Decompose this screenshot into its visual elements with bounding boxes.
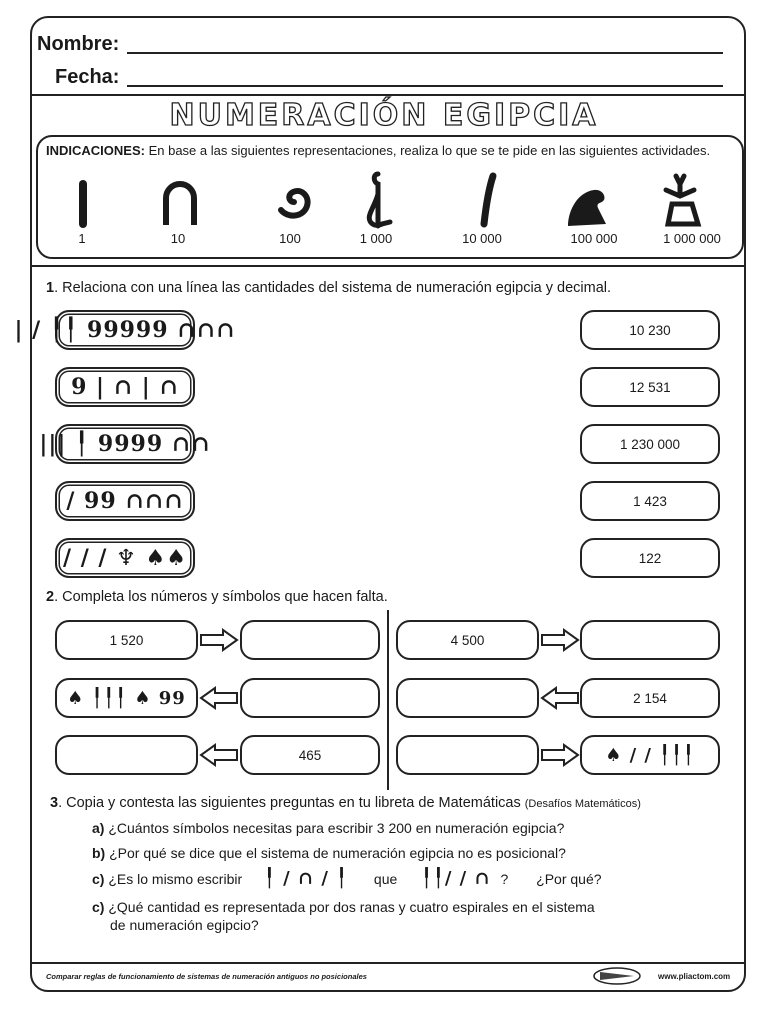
instructions-divider — [30, 265, 746, 267]
date-field[interactable] — [127, 85, 723, 87]
header-divider — [30, 94, 746, 96]
symbol-value-1000: 1 000 — [359, 231, 393, 246]
symbol-value-1000000: 1 000 000 — [663, 231, 721, 246]
q2-right-3-a[interactable] — [396, 735, 539, 775]
q1-prompt: 1. Relaciona con una línea las cantidades del sistema de numeración egipcia y decimal. — [46, 280, 612, 296]
name-label: Nombre: — [37, 33, 120, 55]
arrow-right-icon — [199, 628, 239, 652]
arrow-left-icon — [199, 743, 239, 767]
finger-icon — [484, 176, 493, 224]
footer-left: Comparar reglas de funcionamiento de sistemas de numeración antiguos no posicionales — [46, 972, 367, 981]
q2-divider — [387, 610, 389, 790]
instructions-text — [46, 143, 716, 159]
q3-glyphs-2: ╿╿/ / ∩ — [421, 868, 491, 889]
arrow-right-icon — [540, 628, 580, 652]
coil-rope-icon — [281, 191, 308, 216]
q3-item-c: c) ¿Es lo mismo escribir ╿ / ∩ / ╿ que ╿╿/ / ∩ ? ¿Por qué? — [92, 868, 602, 889]
arrow-left-icon — [199, 686, 239, 710]
symbol-value-10: 10 — [170, 231, 186, 246]
q2-left-3-a[interactable] — [55, 735, 198, 775]
q1-right-5[interactable]: 122 — [580, 538, 720, 578]
q3-glyphs-1: ╿ / ∩ / ╿ — [264, 868, 349, 889]
q3-note: (Desafíos Matemáticos) — [524, 798, 641, 810]
page-title: NUMERACIÓN EGIPCIA — [169, 98, 599, 133]
q1-right-4[interactable]: 1 423 — [580, 481, 720, 521]
q2-right-2-b[interactable]: 2 154 — [580, 678, 720, 718]
q2-prompt: 2. Completa los números y símbolos que hacen falta. — [46, 589, 388, 605]
name-field[interactable] — [127, 52, 723, 54]
symbol-value-100: 100 — [279, 231, 301, 246]
q2-left-1-a[interactable]: 1 520 — [55, 620, 198, 660]
symbol-value-100000: 100 000 — [570, 231, 618, 246]
symbol-value-1: 1 — [78, 231, 86, 246]
date-label: Fecha: — [55, 66, 120, 88]
q3-item-c2: c) ¿Qué cantidad es representada por dos ranas y cuatro espirales en el sistema de numeración egipcio? — [92, 899, 595, 933]
q1-right-2[interactable]: 12 531 — [580, 367, 720, 407]
q2-left-2-a[interactable]: ♠ ╿╿╿ ♠ 99 — [55, 678, 198, 718]
symbols-row — [36, 170, 744, 232]
q1-left-3[interactable]: ||| ╿ 9999 ∩∩ — [55, 424, 195, 464]
q2-left-3-b[interactable]: 465 — [240, 735, 380, 775]
q2-right-1-b[interactable] — [580, 620, 720, 660]
q3-item-b: b) ¿Por qué se dice que el sistema de numeración egipcia no es posicional? — [92, 845, 566, 861]
instructions-label: INDICACIONES: — [46, 143, 145, 158]
footer-right[interactable]: www.pliactom.com — [658, 972, 731, 981]
heel-bone-icon — [166, 184, 194, 225]
kneeling-god-icon — [666, 176, 698, 224]
footer-divider — [30, 962, 746, 964]
stroke-icon — [79, 180, 87, 228]
q1-left-2[interactable]: 9 | ∩ | ∩ — [55, 367, 195, 407]
q1-right-1[interactable]: 10 230 — [580, 310, 720, 350]
frog-icon — [568, 190, 606, 226]
arrow-right-icon — [540, 743, 580, 767]
q3-prompt: 3. Copia y contesta las siguientes preguntas en tu libreta de Matemáticas (Desafíos Matemáticos) — [50, 795, 641, 811]
arrow-left-icon — [540, 686, 580, 710]
q1-left-1[interactable]: | / ╿╿ 99999 ∩∩∩ — [55, 310, 195, 350]
q2-right-2-a[interactable] — [396, 678, 539, 718]
q2-right-3-b[interactable]: ♠ / / ╿╿╿ — [580, 735, 720, 775]
lotus-icon — [369, 174, 390, 226]
q1-left-4[interactable]: / 99 ∩∩∩ — [55, 481, 195, 521]
q2-right-1-a[interactable]: 4 500 — [396, 620, 539, 660]
q2-left-2-b[interactable] — [240, 678, 380, 718]
q1-left-5[interactable]: / / / ♆ ♠♠ — [55, 538, 195, 578]
symbol-value-10000: 10 000 — [462, 231, 502, 246]
instructions-body: En base a las siguientes representaciones, realiza lo que se te pide en las siguientes actividades. — [148, 143, 711, 158]
q3-item-a: a) ¿Cuántos símbolos necesitas para escribir 3 200 en numeración egipcia? — [92, 820, 565, 836]
pencil-logo-icon — [592, 966, 642, 986]
q2-left-1-b[interactable] — [240, 620, 380, 660]
q1-right-3[interactable]: 1 230 000 — [580, 424, 720, 464]
